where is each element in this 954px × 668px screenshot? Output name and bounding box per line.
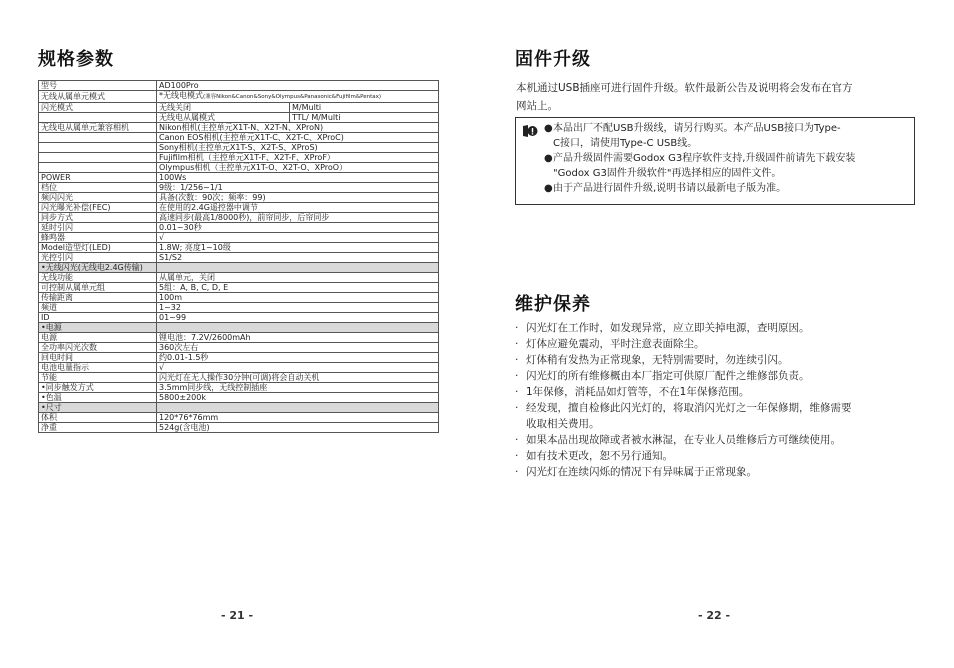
page-number: - 22 - <box>698 609 731 622</box>
note-item-cont: "Godox G3固件升级软件"再选择相应的固件文件。 <box>553 168 782 179</box>
spec-value: Olympus相机（主控单元X1T-O、X2T-O、XProO） <box>157 163 439 173</box>
spec-label: 同步方式 <box>39 213 157 223</box>
maintenance-item: · 闪光灯的所有维修概由本厂指定可供原厂配件之维修部负责。 <box>515 370 810 382</box>
spec-label: •无线闪光(无线电2.4G传输) <box>39 263 157 273</box>
spec-row <box>39 91 439 103</box>
page-22 <box>477 0 954 668</box>
note-item: ● 由于产品进行固件升级,说明书请以最新电子版为准。 <box>544 183 787 194</box>
spec-value: AD100Pro <box>157 81 439 91</box>
spec-label <box>39 113 157 123</box>
spec-value: Canon EOS相机(主控单元X1T-C、X2T-C、XProC) <box>157 133 439 143</box>
spec-row <box>39 313 439 323</box>
spec-value: 闪光灯在无人操作30分钟(可调)将会自动关机 <box>157 373 439 383</box>
spec-label: POWER <box>39 173 157 183</box>
spec-row <box>39 363 439 373</box>
section-title-maintenance: 维护保养 <box>515 294 591 315</box>
maintenance-item: · 灯体应避免震动，平时注意表面除尘。 <box>515 338 705 350</box>
spec-row <box>39 113 439 123</box>
maintenance-item: · 如有技术更改，恕不另行通知。 <box>515 450 673 462</box>
spec-label: •尺寸 <box>39 403 157 413</box>
spec-label: 可控制从属单元组 <box>39 283 157 293</box>
spec-row <box>39 133 439 143</box>
spec-label: 型号 <box>39 81 157 91</box>
spec-row <box>39 103 439 113</box>
note-item: ● 产品升级固件需要Godox G3程序软件支持,升级固件前请先下载安装 <box>544 153 856 164</box>
spec-row <box>39 153 439 163</box>
note-icon <box>522 124 538 138</box>
spec-row <box>39 383 439 393</box>
spec-row <box>39 273 439 283</box>
spec-value: 100Ws <box>157 173 439 183</box>
spec-value: 无线电从属模式 <box>157 113 290 123</box>
spec-label: Model造型灯(LED) <box>39 243 157 253</box>
spec-value: 01~99 <box>157 313 439 323</box>
spec-value: 高速同步(最高1/8000秒)，前帘同步，后帘同步 <box>157 213 439 223</box>
maintenance-item: · 经发现，擅自检修此闪光灯的，将取消闪光灯之一年保修期，维修需要 <box>515 402 852 414</box>
spec-row <box>39 343 439 353</box>
spec-row <box>39 323 439 333</box>
spec-value: *无线电模式(兼容Nikon&Canon&Sony&Olympus&Panasonic&Fujifilm&Pentax) <box>157 91 439 103</box>
spec-label <box>39 133 157 143</box>
spec-value: 5800±200k <box>157 393 439 403</box>
spec-row <box>39 373 439 383</box>
spec-label <box>39 143 157 153</box>
spec-value: 120*76*76mm <box>157 413 439 423</box>
spec-label: 延时引闪 <box>39 223 157 233</box>
spec-value: Nikon相机(主控单元X1T-N、X2T-N、XProN) <box>157 123 439 133</box>
spec-value: S1/S2 <box>157 253 439 263</box>
spec-value: √ <box>157 233 439 243</box>
spec-label: 蜂鸣器 <box>39 233 157 243</box>
spec-value <box>157 263 439 273</box>
spec-row <box>39 393 439 403</box>
firmware-intro <box>516 79 901 115</box>
spec-value: Fujifilm相机（主控单元X1T-F、X2T-F、XProF） <box>157 153 439 163</box>
spec-row <box>39 283 439 293</box>
page-number: - 21 - <box>221 609 254 622</box>
spec-value: M/Multi <box>290 103 439 113</box>
spec-label: •电源 <box>39 323 157 333</box>
maintenance-item: · 如果本品出现故障或者被水淋湿，在专业人员维修后方可继续使用。 <box>515 434 841 446</box>
spec-value: TTL/ M/Multi <box>290 113 439 123</box>
spec-value: 1.8W; 亮度1~10级 <box>157 243 439 253</box>
spec-label: 档位 <box>39 183 157 193</box>
spec-row <box>39 173 439 183</box>
spec-row <box>39 303 439 313</box>
spec-value: 从属单元，关闭 <box>157 273 439 283</box>
spec-row <box>39 213 439 223</box>
spec-value: 在使用的2.4G遥控器中调节 <box>157 203 439 213</box>
spec-row <box>39 333 439 343</box>
spec-table <box>38 80 439 433</box>
spec-row <box>39 81 439 91</box>
maintenance-item: · 灯体稍有发热为正常现象，无特别需要时，勿连续引闪。 <box>515 354 789 366</box>
spec-value: Sony相机(主控单元X1T-S、X2T-S、XProS) <box>157 143 439 153</box>
spec-row <box>39 203 439 213</box>
spec-label: 光控引闪 <box>39 253 157 263</box>
spec-label: 无线功能 <box>39 273 157 283</box>
spec-label <box>39 163 157 173</box>
spec-value: 524g(含电池) <box>157 423 439 433</box>
spec-value: 100m <box>157 293 439 303</box>
spec-label: •同步触发方式 <box>39 383 157 393</box>
spec-value: 360次左右 <box>157 343 439 353</box>
spec-value: 0.01~30秒 <box>157 223 439 233</box>
spec-row <box>39 233 439 243</box>
spec-label <box>39 153 157 163</box>
spec-value: 约0.01-1.5秒 <box>157 353 439 363</box>
spec-row <box>39 163 439 173</box>
note-item-cont: C接口，请使用Type-C USB线。 <box>553 138 698 149</box>
page-title-specs: 规格参数 <box>38 49 114 70</box>
spec-value: 9级：1/256~1/1 <box>157 183 439 193</box>
spec-row <box>39 353 439 363</box>
spec-label: 频道 <box>39 303 157 313</box>
spec-label: 电源 <box>39 333 157 343</box>
spec-label: 无线从属单元模式 <box>39 91 157 103</box>
spec-label: 节能 <box>39 373 157 383</box>
spec-label: 频闪闪光 <box>39 193 157 203</box>
spec-row <box>39 183 439 193</box>
spec-label: 闪光模式 <box>39 103 157 113</box>
spec-row <box>39 423 439 433</box>
spec-value: √ <box>157 363 439 373</box>
spec-value: 1~32 <box>157 303 439 313</box>
maintenance-item: · 1年保修，消耗品如灯管等，不在1年保修范围。 <box>515 386 750 398</box>
spec-label: •色温 <box>39 393 157 403</box>
spec-row <box>39 403 439 413</box>
spec-label: 体积 <box>39 413 157 423</box>
spec-value <box>157 403 439 413</box>
spec-value: 5组：A, B, C, D, E <box>157 283 439 293</box>
spec-label: ID <box>39 313 157 323</box>
spec-row <box>39 193 439 203</box>
maintenance-item-cont: 收取相关费用。 <box>526 418 600 430</box>
intro-line: 本机通过USB插座可进行固件升级。软件最新公告及说明将会发布在官方 <box>516 82 853 94</box>
spec-value: 无线关闭 <box>157 103 290 113</box>
spec-label: 传输距离 <box>39 293 157 303</box>
note-item: ● 本品出厂不配USB升级线，请另行购买。本产品USB接口为Type- <box>544 123 841 134</box>
spec-row <box>39 223 439 233</box>
spec-row <box>39 243 439 253</box>
spec-row <box>39 263 439 273</box>
spec-row <box>39 293 439 303</box>
spec-value <box>157 323 439 333</box>
spec-row <box>39 253 439 263</box>
spec-label: 电池电量指示 <box>39 363 157 373</box>
spec-label: 闪光曝光补偿(FEC) <box>39 203 157 213</box>
spec-row <box>39 413 439 423</box>
spec-row <box>39 143 439 153</box>
spec-row <box>39 123 439 133</box>
spec-value: 具备(次数：90次；频率：99) <box>157 193 439 203</box>
spec-value: 3.5mm同步线，无线控制插座 <box>157 383 439 393</box>
spec-value: 锂电池：7.2V/2600mAh <box>157 333 439 343</box>
intro-line: 网站上。 <box>516 100 558 112</box>
spec-label: 净重 <box>39 423 157 433</box>
maintenance-item: · 闪光灯在连续闪烁的情况下有异味属于正常现象。 <box>515 466 757 478</box>
spec-label: 全功率闪光次数 <box>39 343 157 353</box>
maintenance-item: · 闪光灯在工作时，如发现异常，应立即关掉电源，查明原因。 <box>515 322 810 334</box>
spec-label: 无线电从属单元兼容相机 <box>39 123 157 133</box>
compat-note: (兼容Nikon&Canon&Sony&Olympus&Panasonic&Fujifilm&Pentax) <box>203 94 382 100</box>
note-box <box>515 117 915 205</box>
section-title-firmware: 固件升级 <box>515 49 591 70</box>
spec-label: 回电时间 <box>39 353 157 363</box>
